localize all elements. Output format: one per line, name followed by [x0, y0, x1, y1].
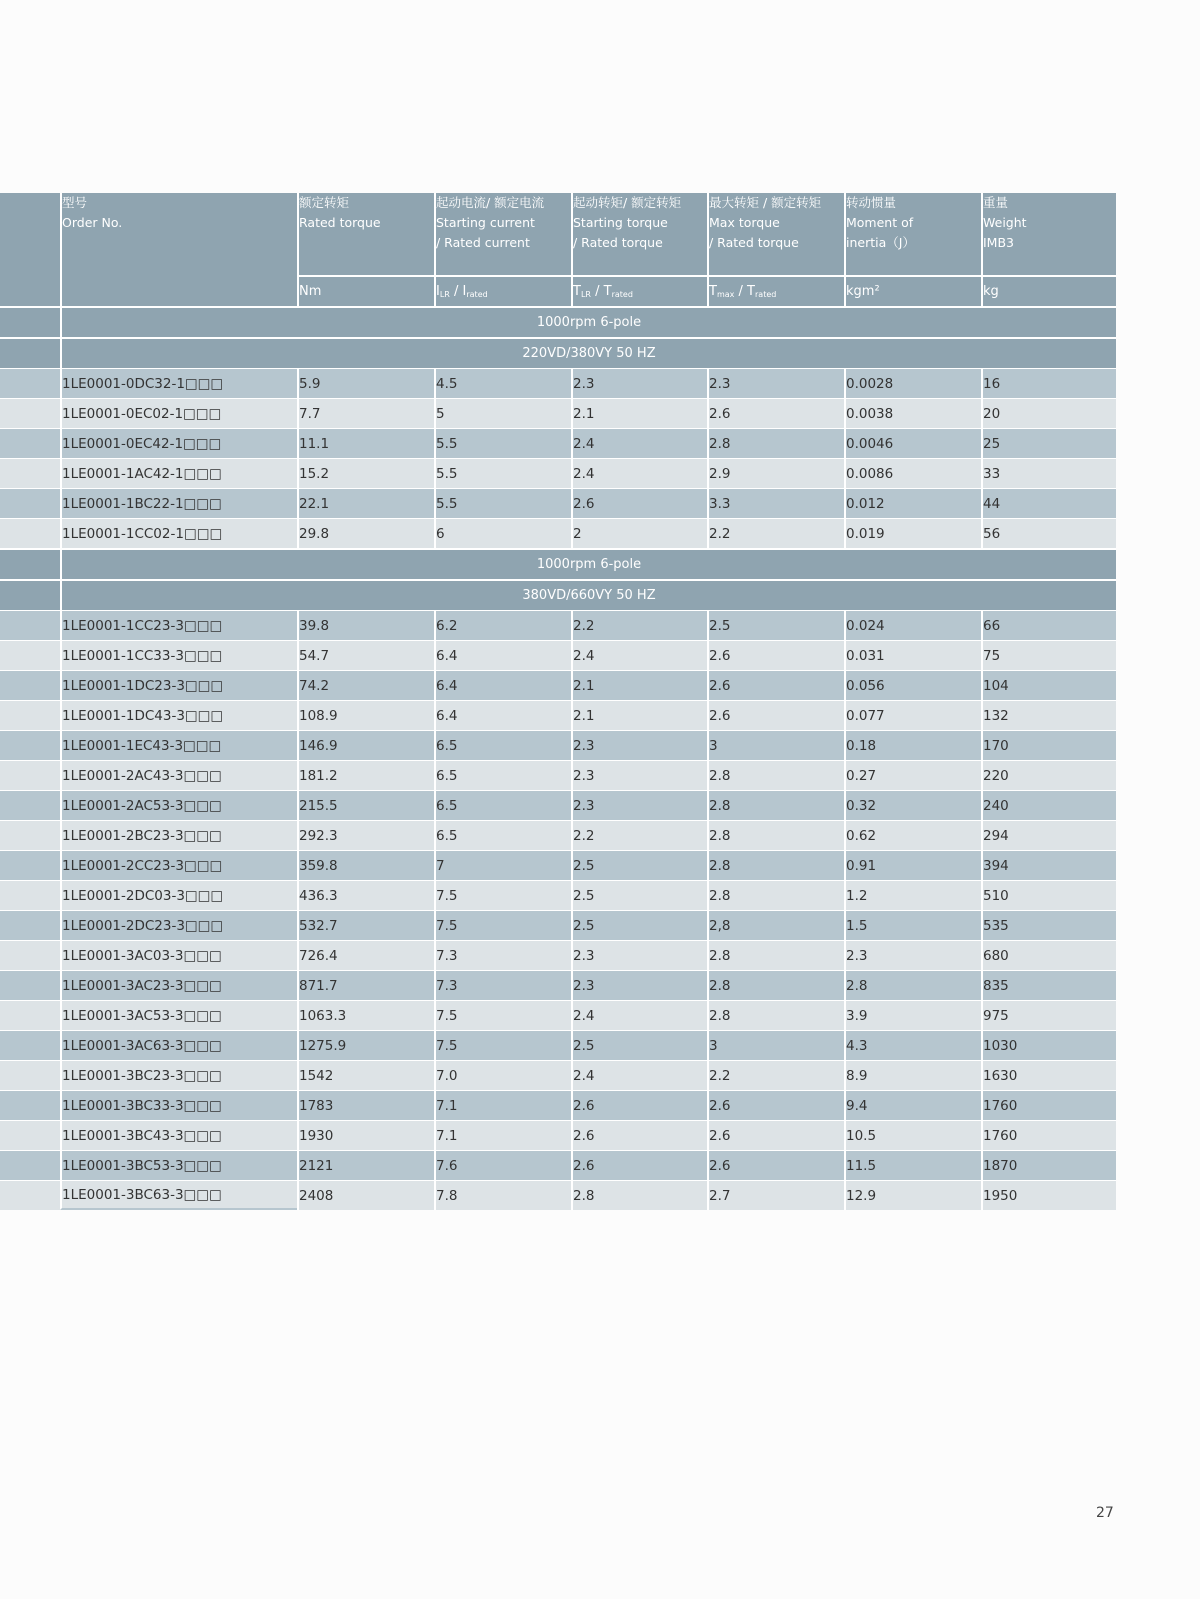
cell-order-no: 1LE0001-3AC23-3□□□	[60, 970, 297, 1000]
section-title: 1000rpm 6-pole	[60, 306, 1116, 337]
table-row	[0, 910, 1116, 940]
row-left-stub	[0, 790, 60, 820]
header-starting-current	[434, 193, 571, 275]
unit-max-torque	[707, 275, 844, 306]
cell-starting-torque: 2.5	[571, 1030, 707, 1060]
cell-inertia: 0.024	[844, 610, 981, 640]
table-row	[0, 398, 1116, 428]
cell-starting-torque: 2.4	[571, 1060, 707, 1090]
cell-order-no: 1LE0001-2AC43-3□□□	[60, 760, 297, 790]
cell-starting-torque: 2.6	[571, 1150, 707, 1180]
cell-weight: 1950	[981, 1180, 1116, 1210]
cell-max-torque: 2.8	[707, 970, 844, 1000]
row-left-stub	[0, 518, 60, 548]
cell-weight: 75	[981, 640, 1116, 670]
cell-max-torque: 2.9	[707, 458, 844, 488]
cell-starting-current: 6.5	[434, 760, 571, 790]
header-rated-torque	[297, 193, 434, 275]
cell-order-no: 1LE0001-3BC33-3□□□	[60, 1090, 297, 1120]
cell-inertia: 0.18	[844, 730, 981, 760]
cell-weight: 394	[981, 850, 1116, 880]
table-row	[0, 640, 1116, 670]
table-row	[0, 850, 1116, 880]
table-row	[0, 700, 1116, 730]
table-row	[0, 820, 1116, 850]
cell-starting-torque: 2.3	[571, 790, 707, 820]
cell-max-torque: 2.8	[707, 850, 844, 880]
unit-separator: /	[734, 284, 748, 299]
cell-starting-torque: 2.4	[571, 458, 707, 488]
cell-starting-current: 5.5	[434, 458, 571, 488]
cell-starting-current: 5.5	[434, 428, 571, 458]
section-voltage-row	[0, 337, 1116, 368]
unit-symbol: T	[709, 284, 717, 299]
cell-rated-torque: 2121	[297, 1150, 434, 1180]
cell-weight: 44	[981, 488, 1116, 518]
cell-rated-torque: 1275.9	[297, 1030, 434, 1060]
cell-max-torque: 3.3	[707, 488, 844, 518]
header-weight	[981, 193, 1116, 275]
cell-starting-current: 7.5	[434, 910, 571, 940]
row-left-stub	[0, 1060, 60, 1090]
cell-max-torque: 2.5	[707, 610, 844, 640]
cell-max-torque: 3	[707, 1030, 844, 1060]
cell-starting-current: 7.8	[434, 1180, 571, 1210]
header-max-torque-en2: / Rated torque	[709, 235, 799, 250]
unit-subscript: LR	[580, 290, 591, 299]
cell-weight: 510	[981, 880, 1116, 910]
cell-starting-torque: 2.4	[571, 1000, 707, 1030]
row-left-stub	[0, 760, 60, 790]
row-left-stub	[0, 428, 60, 458]
cell-rated-torque: 359.8	[297, 850, 434, 880]
cell-max-torque: 2.6	[707, 640, 844, 670]
cell-weight: 132	[981, 700, 1116, 730]
cell-inertia: 2.3	[844, 940, 981, 970]
table-row	[0, 940, 1116, 970]
cell-starting-current: 7.1	[434, 1090, 571, 1120]
cell-starting-current: 6.5	[434, 730, 571, 760]
header-inertia-cn: 转动惯量	[846, 195, 897, 210]
cell-rated-torque: 1542	[297, 1060, 434, 1090]
cell-weight: 220	[981, 760, 1116, 790]
row-left-stub	[0, 970, 60, 1000]
header-max-torque-en: Max torque	[709, 215, 780, 230]
cell-weight: 1030	[981, 1030, 1116, 1060]
header-starting-current-cn: 起动电流/ 额定电流	[436, 195, 545, 210]
cell-max-torque: 2.2	[707, 1060, 844, 1090]
cell-order-no: 1LE0001-1AC42-1□□□	[60, 458, 297, 488]
cell-starting-torque: 2.1	[571, 670, 707, 700]
cell-order-no: 1LE0001-2DC03-3□□□	[60, 880, 297, 910]
cell-inertia: 0.32	[844, 790, 981, 820]
cell-weight: 535	[981, 910, 1116, 940]
cell-order-no: 1LE0001-2CC23-3□□□	[60, 850, 297, 880]
motor-spec-table	[0, 193, 1116, 1210]
cell-rated-torque: 108.9	[297, 700, 434, 730]
row-left-stub	[0, 820, 60, 850]
header-order-no-en: Order No.	[62, 215, 123, 230]
cell-starting-current: 5.5	[434, 488, 571, 518]
cell-starting-torque: 2.2	[571, 820, 707, 850]
unit-rated-torque: Nm	[297, 275, 434, 306]
cell-rated-torque: 2408	[297, 1180, 434, 1210]
cell-starting-torque: 2.1	[571, 700, 707, 730]
table-row	[0, 730, 1116, 760]
cell-order-no: 1LE0001-2AC53-3□□□	[60, 790, 297, 820]
cell-order-no: 1LE0001-3AC63-3□□□	[60, 1030, 297, 1060]
cell-inertia: 0.0038	[844, 398, 981, 428]
cell-weight: 975	[981, 1000, 1116, 1030]
unit-symbol: T	[573, 284, 581, 299]
cell-starting-torque: 2.1	[571, 398, 707, 428]
table-row	[0, 1060, 1116, 1090]
cell-inertia: 0.0028	[844, 368, 981, 398]
section-voltage: 220VD/380VY 50 HZ	[60, 337, 1116, 368]
section-title-row	[0, 548, 1116, 579]
cell-starting-current: 7.3	[434, 940, 571, 970]
row-left-stub	[0, 1120, 60, 1150]
header-starting-torque-en2: / Rated torque	[573, 235, 663, 250]
cell-rated-torque: 11.1	[297, 428, 434, 458]
cell-order-no: 1LE0001-2DC23-3□□□	[60, 910, 297, 940]
cell-starting-torque: 2	[571, 518, 707, 548]
unit-separator: /	[449, 284, 463, 299]
cell-starting-torque: 2.4	[571, 428, 707, 458]
cell-inertia: 0.077	[844, 700, 981, 730]
cell-max-torque: 2.7	[707, 1180, 844, 1210]
row-left-stub	[0, 1030, 60, 1060]
cell-max-torque: 2.6	[707, 1090, 844, 1120]
cell-order-no: 1LE0001-2BC23-3□□□	[60, 820, 297, 850]
cell-order-no: 1LE0001-0EC42-1□□□	[60, 428, 297, 458]
cell-starting-torque: 2.8	[571, 1180, 707, 1210]
cell-rated-torque: 39.8	[297, 610, 434, 640]
cell-weight: 1760	[981, 1090, 1116, 1120]
cell-starting-current: 6.4	[434, 670, 571, 700]
unit-weight: kg	[981, 275, 1116, 306]
table-row	[0, 610, 1116, 640]
cell-weight: 16	[981, 368, 1116, 398]
cell-rated-torque: 7.7	[297, 398, 434, 428]
cell-rated-torque: 1063.3	[297, 1000, 434, 1030]
cell-inertia: 0.0046	[844, 428, 981, 458]
cell-starting-torque: 2.5	[571, 850, 707, 880]
header-max-torque	[707, 193, 844, 275]
cell-inertia: 0.019	[844, 518, 981, 548]
header-inertia-en2: inertia（J）	[846, 235, 915, 250]
unit-starting-torque	[571, 275, 707, 306]
header-rated-torque-en: Rated torque	[299, 215, 381, 230]
row-left-stub	[0, 579, 60, 610]
row-left-stub	[0, 398, 60, 428]
row-left-stub	[0, 850, 60, 880]
cell-rated-torque: 54.7	[297, 640, 434, 670]
row-left-stub	[0, 640, 60, 670]
row-left-stub	[0, 306, 60, 337]
cell-starting-current: 6.5	[434, 790, 571, 820]
row-left-stub	[0, 548, 60, 579]
header-weight-en: Weight	[983, 215, 1027, 230]
cell-max-torque: 2.6	[707, 1150, 844, 1180]
header-order-no-cn: 型号	[62, 195, 88, 210]
cell-max-torque: 2.8	[707, 1000, 844, 1030]
cell-starting-current: 7.5	[434, 1000, 571, 1030]
cell-starting-torque: 2.6	[571, 1120, 707, 1150]
header-starting-current-en: Starting current	[436, 215, 535, 230]
row-left-stub	[0, 940, 60, 970]
cell-weight: 294	[981, 820, 1116, 850]
cell-rated-torque: 181.2	[297, 760, 434, 790]
table-row	[0, 368, 1116, 398]
cell-rated-torque: 292.3	[297, 820, 434, 850]
header-weight-cn: 重量	[983, 195, 1009, 210]
cell-order-no: 1LE0001-3AC53-3□□□	[60, 1000, 297, 1030]
table-row	[0, 880, 1116, 910]
cell-inertia: 9.4	[844, 1090, 981, 1120]
table-row	[0, 1120, 1116, 1150]
header-rated-torque-cn: 额定转矩	[299, 195, 350, 210]
section-voltage: 380VD/660VY 50 HZ	[60, 579, 1116, 610]
row-left-stub	[0, 1150, 60, 1180]
header-inertia	[844, 193, 981, 275]
cell-weight: 104	[981, 670, 1116, 700]
cell-starting-torque: 2.3	[571, 730, 707, 760]
unit-symbol: I	[436, 284, 440, 299]
section-title: 1000rpm 6-pole	[60, 548, 1116, 579]
cell-starting-torque: 2.3	[571, 970, 707, 1000]
cell-max-torque: 2.6	[707, 398, 844, 428]
unit-symbol: T	[603, 284, 612, 299]
cell-order-no: 1LE0001-0EC02-1□□□	[60, 398, 297, 428]
cell-inertia: 3.9	[844, 1000, 981, 1030]
unit-inertia: kgm²	[844, 275, 981, 306]
cell-starting-current: 6.5	[434, 820, 571, 850]
header-order-no	[60, 193, 297, 306]
cell-weight: 1630	[981, 1060, 1116, 1090]
row-left-stub	[0, 910, 60, 940]
unit-subscript: LR	[439, 290, 450, 299]
section-voltage-row	[0, 579, 1116, 610]
row-left-stub	[0, 458, 60, 488]
cell-inertia: 0.012	[844, 488, 981, 518]
cell-starting-current: 6.2	[434, 610, 571, 640]
cell-weight: 680	[981, 940, 1116, 970]
header-starting-torque-cn: 起动转矩/ 额定转矩	[573, 195, 682, 210]
table-row	[0, 970, 1116, 1000]
header-row	[0, 193, 1116, 275]
cell-max-torque: 2.8	[707, 760, 844, 790]
table-row	[0, 458, 1116, 488]
table-row	[0, 1090, 1116, 1120]
table-row	[0, 1030, 1116, 1060]
cell-inertia: 11.5	[844, 1150, 981, 1180]
cell-starting-current: 7.5	[434, 880, 571, 910]
unit-subscript: rated	[466, 290, 488, 299]
row-left-stub	[0, 368, 60, 398]
row-left-stub	[0, 1000, 60, 1030]
cell-weight: 1870	[981, 1150, 1116, 1180]
cell-rated-torque: 532.7	[297, 910, 434, 940]
cell-inertia: 4.3	[844, 1030, 981, 1060]
cell-weight: 33	[981, 458, 1116, 488]
cell-starting-torque: 2.2	[571, 610, 707, 640]
cell-inertia: 0.056	[844, 670, 981, 700]
unit-subscript: rated	[611, 290, 633, 299]
cell-starting-torque: 2.3	[571, 760, 707, 790]
cell-inertia: 0.031	[844, 640, 981, 670]
row-left-stub	[0, 730, 60, 760]
cell-starting-torque: 2.5	[571, 910, 707, 940]
cell-max-torque: 2.6	[707, 700, 844, 730]
cell-max-torque: 2.8	[707, 790, 844, 820]
unit-symbol: T	[747, 284, 755, 299]
section-title-row	[0, 306, 1116, 337]
cell-starting-current: 7.3	[434, 970, 571, 1000]
unit-subscript: rated	[755, 290, 777, 299]
row-left-stub	[0, 700, 60, 730]
table-row	[0, 1180, 1116, 1210]
cell-inertia: 0.27	[844, 760, 981, 790]
cell-starting-current: 7.1	[434, 1120, 571, 1150]
cell-rated-torque: 15.2	[297, 458, 434, 488]
cell-rated-torque: 29.8	[297, 518, 434, 548]
cell-order-no: 1LE0001-1DC43-3□□□	[60, 700, 297, 730]
table-row	[0, 670, 1116, 700]
cell-order-no: 1LE0001-1DC23-3□□□	[60, 670, 297, 700]
cell-starting-torque: 2.6	[571, 1090, 707, 1120]
cell-starting-current: 7.5	[434, 1030, 571, 1060]
table-row	[0, 518, 1116, 548]
cell-inertia: 10.5	[844, 1120, 981, 1150]
cell-starting-current: 7	[434, 850, 571, 880]
cell-starting-torque: 2.3	[571, 940, 707, 970]
row-left-stub	[0, 670, 60, 700]
cell-weight: 20	[981, 398, 1116, 428]
unit-subscript: max	[716, 290, 735, 299]
cell-rated-torque: 1783	[297, 1090, 434, 1120]
cell-max-torque: 2.8	[707, 880, 844, 910]
cell-rated-torque: 436.3	[297, 880, 434, 910]
cell-rated-torque: 5.9	[297, 368, 434, 398]
cell-inertia: 0.62	[844, 820, 981, 850]
header-starting-torque-en: Starting torque	[573, 215, 668, 230]
cell-starting-current: 6	[434, 518, 571, 548]
cell-max-torque: 2,8	[707, 910, 844, 940]
cell-max-torque: 2.3	[707, 368, 844, 398]
page-number: 27	[1096, 1505, 1114, 1521]
cell-order-no: 1LE0001-3AC03-3□□□	[60, 940, 297, 970]
cell-order-no: 1LE0001-3BC53-3□□□	[60, 1150, 297, 1180]
cell-rated-torque: 1930	[297, 1120, 434, 1150]
cell-starting-torque: 2.4	[571, 640, 707, 670]
cell-weight: 240	[981, 790, 1116, 820]
cell-order-no: 1LE0001-3BC63-3□□□	[60, 1180, 297, 1210]
cell-rated-torque: 22.1	[297, 488, 434, 518]
header-inertia-en: Moment of	[846, 215, 914, 230]
cell-max-torque: 2.8	[707, 820, 844, 850]
cell-starting-current: 4.5	[434, 368, 571, 398]
row-left-stub	[0, 880, 60, 910]
cell-order-no: 1LE0001-1BC22-1□□□	[60, 488, 297, 518]
cell-rated-torque: 726.4	[297, 940, 434, 970]
row-left-stub	[0, 488, 60, 518]
cell-inertia: 2.8	[844, 970, 981, 1000]
table-row	[0, 488, 1116, 518]
unit-symbol: I	[462, 284, 467, 299]
cell-inertia: 8.9	[844, 1060, 981, 1090]
cell-starting-current: 5	[434, 398, 571, 428]
cell-starting-current: 6.4	[434, 700, 571, 730]
table-row	[0, 790, 1116, 820]
header-weight-en2: IMB3	[983, 235, 1014, 250]
cell-inertia: 0.91	[844, 850, 981, 880]
table-row	[0, 1000, 1116, 1030]
cell-order-no: 1LE0001-1CC02-1□□□	[60, 518, 297, 548]
cell-max-torque: 2.6	[707, 670, 844, 700]
cell-weight: 170	[981, 730, 1116, 760]
header-starting-current-en2: / Rated current	[436, 235, 530, 250]
cell-inertia: 1.2	[844, 880, 981, 910]
cell-order-no: 1LE0001-1CC33-3□□□	[60, 640, 297, 670]
cell-weight: 835	[981, 970, 1116, 1000]
header-starting-torque	[571, 193, 707, 275]
cell-max-torque: 2.6	[707, 1120, 844, 1150]
cell-starting-current: 7.0	[434, 1060, 571, 1090]
cell-rated-torque: 146.9	[297, 730, 434, 760]
cell-max-torque: 3	[707, 730, 844, 760]
cell-order-no: 1LE0001-0DC32-1□□□	[60, 368, 297, 398]
cell-order-no: 1LE0001-1CC23-3□□□	[60, 610, 297, 640]
row-left-stub	[0, 337, 60, 368]
cell-starting-torque: 2.5	[571, 880, 707, 910]
cell-starting-torque: 2.3	[571, 368, 707, 398]
cell-weight: 56	[981, 518, 1116, 548]
row-left-stub	[0, 1090, 60, 1120]
cell-max-torque: 2.2	[707, 518, 844, 548]
cell-max-torque: 2.8	[707, 940, 844, 970]
cell-starting-current: 6.4	[434, 640, 571, 670]
cell-rated-torque: 74.2	[297, 670, 434, 700]
row-left-stub	[0, 610, 60, 640]
cell-weight: 25	[981, 428, 1116, 458]
cell-weight: 66	[981, 610, 1116, 640]
unit-starting-current	[434, 275, 571, 306]
table-row	[0, 760, 1116, 790]
cell-starting-torque: 2.6	[571, 488, 707, 518]
cell-rated-torque: 871.7	[297, 970, 434, 1000]
table-row	[0, 1150, 1116, 1180]
table-row	[0, 428, 1116, 458]
header-max-torque-cn: 最大转矩 / 额定转矩	[709, 195, 822, 210]
unit-separator: /	[590, 284, 604, 299]
cell-inertia: 12.9	[844, 1180, 981, 1210]
row-left-stub	[0, 1180, 60, 1210]
cell-order-no: 1LE0001-3BC23-3□□□	[60, 1060, 297, 1090]
header-left-stub	[0, 193, 60, 306]
cell-weight: 1760	[981, 1120, 1116, 1150]
cell-order-no: 1LE0001-1EC43-3□□□	[60, 730, 297, 760]
cell-order-no: 1LE0001-3BC43-3□□□	[60, 1120, 297, 1150]
cell-starting-current: 7.6	[434, 1150, 571, 1180]
cell-inertia: 1.5	[844, 910, 981, 940]
cell-max-torque: 2.8	[707, 428, 844, 458]
cell-inertia: 0.0086	[844, 458, 981, 488]
cell-rated-torque: 215.5	[297, 790, 434, 820]
